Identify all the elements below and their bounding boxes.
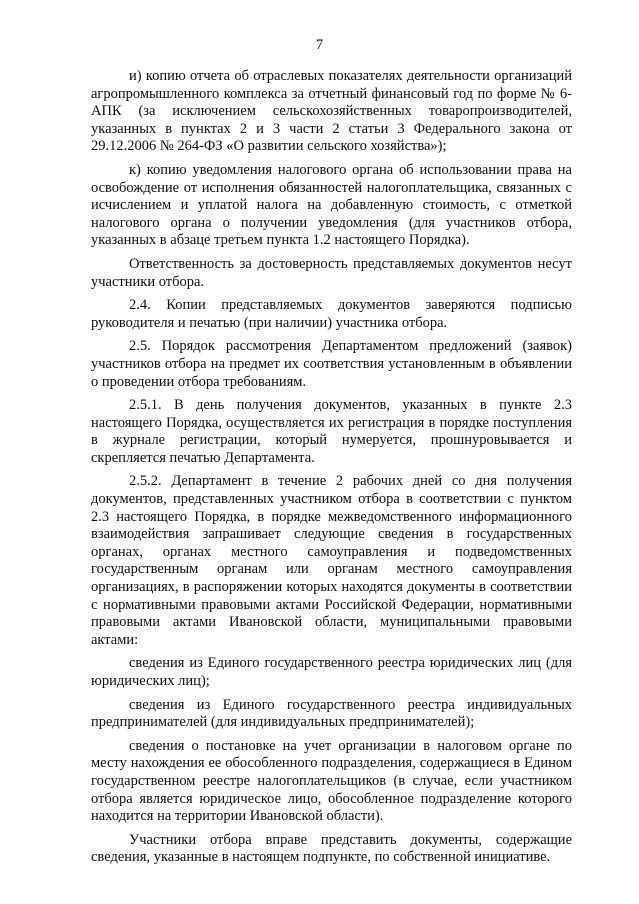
paragraph-responsibility: Ответственность за достоверность представляемых документов несут участники отбора. — [91, 255, 572, 290]
paragraph-2-5-1: 2.5.1. В день получения документов, указанных в пункте 2.3 настоящего Порядка, осуществляется их регистрация в порядке поступления в журнале регистрации, который нумеруется, прошнуровывается и скрепляется печатью Департамента. — [91, 397, 572, 466]
paragraph-2-5: 2.5. Порядок рассмотрения Департаментом предложений (заявок) участников отбора на предмет их соответствия установленным в объявлении о проведении отбора требованиям. — [91, 338, 572, 390]
paragraph-item-i: и) копию отчета об отраслевых показателях деятельности организаций агропромышленного комплекса за отчетный финансовый год по форме № 6-АПК (за исключением сельскохозяйственных товаропроизводителей, указанных в пунктах 2 и 3 части 2 статьи 3 Федерального закона от 29.12.2006 № 264-ФЗ «О развитии сельского хозяйства»); — [91, 68, 572, 155]
paragraph-egrip: сведения из Единого государственного реестра индивидуальных предпринимателей (для индивидуальных предпринимателей); — [91, 696, 572, 731]
page-number: 7 — [315, 37, 324, 53]
paragraph-2-4: 2.4. Копии представляемых документов заверяются подписью руководителя и печатью (при наличии) участника отбора. — [91, 297, 572, 331]
document-body — [91, 68, 572, 867]
paragraph-2-5-2: 2.5.2. Департамент в течение 2 рабочих дней со дня получения документов, представленных участником отбора в соответствии с пунктом 2.3 настоящего Порядка, в порядке межведомственного информационного взаимодействия запрашивает следующие сведения в государственных органах, органах местного самоуправления и подведомственных государственным органам или органам местного самоуправления организациях, в распоряжении которых находятся документы в соответствии с нормативными правовыми актами Российской Федерации, нормативными правовыми актами Ивановской области, муниципальными правовыми актами: — [91, 473, 572, 648]
paragraph-egrul: сведения из Единого государственного реестра юридических лиц (для юридических лиц); — [91, 655, 572, 689]
paragraph-own-initiative: Участники отбора вправе представить документы, содержащие сведения, указанные в настоящем подпункте, по собственной инициативе. — [91, 831, 572, 866]
paragraph-tax-registration: сведения о постановке на учет организации в налоговом органе по месту нахождения ее обособленного подразделения, содержащиеся в Едином государственном реестре налогоплательщиков (в случае, если участником отбора является юридическое лицо, обособленное подразделение которого находится на территории Ивановской области). — [91, 737, 572, 825]
paragraph-item-k: к) копию уведомления налогового органа об использовании права на освобождение от исполнения обязанностей налогоплательщика, связанных с исчислением и уплатой налога на добавленную стоимость, с отметкой налогового органа о получении уведомления (для участников отбора, указанных в абзаце третьем пункта 1.2 настоящего Порядка). — [91, 161, 572, 249]
